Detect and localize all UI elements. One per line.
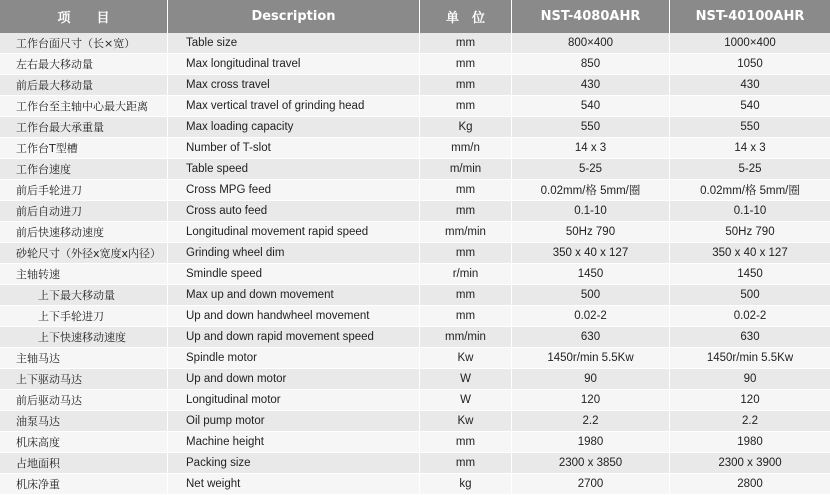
cell-description: Max longitudinal travel [168, 54, 420, 74]
cell-model-b-value: 500 [670, 285, 830, 305]
cell-model-a-value: 50Hz 790 [512, 222, 670, 242]
cell-item-cn: 工作台面尺寸（长×宽） [0, 33, 168, 53]
cell-item-cn: 主轴转速 [0, 264, 168, 284]
cell-unit: mm/min [420, 327, 512, 347]
cell-model-a-value: 0.1-10 [512, 201, 670, 221]
cell-description: Up and down handwheel movement [168, 306, 420, 326]
cell-item-cn: 左右最大移动量 [0, 54, 168, 74]
header-item: 项 目 [0, 0, 168, 33]
table-row [0, 369, 830, 390]
cell-model-a-value: 430 [512, 75, 670, 95]
table-row [0, 222, 830, 243]
cell-item-cn: 占地面积 [0, 453, 168, 473]
cell-item-cn: 机床高度 [0, 432, 168, 452]
header-description: Description [168, 0, 420, 33]
header-model-a: NST-4080AHR [512, 0, 670, 33]
cell-model-a-value: 630 [512, 327, 670, 347]
table-row [0, 348, 830, 369]
cell-description: Longitudinal movement rapid speed [168, 222, 420, 242]
table-header [0, 0, 830, 33]
header-model-b: NST-40100AHR [670, 0, 830, 33]
cell-model-a-value: 1980 [512, 432, 670, 452]
cell-item-cn: 上下手轮进刀 [0, 306, 168, 326]
cell-description: Up and down motor [168, 369, 420, 389]
table-body [0, 33, 830, 495]
cell-model-b-value: 5-25 [670, 159, 830, 179]
cell-model-a-value: 0.02-2 [512, 306, 670, 326]
cell-unit: mm [420, 432, 512, 452]
table-row [0, 159, 830, 180]
cell-model-b-value: 90 [670, 369, 830, 389]
cell-unit: kg [420, 474, 512, 494]
cell-unit: mm [420, 453, 512, 473]
cell-description: Packing size [168, 453, 420, 473]
cell-item-cn: 工作台速度 [0, 159, 168, 179]
cell-unit: W [420, 369, 512, 389]
cell-description: Up and down rapid movement speed [168, 327, 420, 347]
cell-model-b-value: 1450r/min 5.5Kw [670, 348, 830, 368]
cell-model-b-value: 2300 x 3900 [670, 453, 830, 473]
cell-item-cn: 工作台T型槽 [0, 138, 168, 158]
cell-unit: Kw [420, 411, 512, 431]
table-row [0, 411, 830, 432]
cell-model-a-value: 120 [512, 390, 670, 410]
table-row [0, 453, 830, 474]
cell-model-b-value: 0.02-2 [670, 306, 830, 326]
cell-unit: mm/n [420, 138, 512, 158]
cell-item-cn: 前后自动进刀 [0, 201, 168, 221]
table-row [0, 75, 830, 96]
cell-description: Table speed [168, 159, 420, 179]
cell-model-a-value: 850 [512, 54, 670, 74]
cell-unit: mm [420, 306, 512, 326]
table-row [0, 327, 830, 348]
cell-description: Cross auto feed [168, 201, 420, 221]
cell-unit: mm [420, 54, 512, 74]
cell-item-cn: 工作台最大承重量 [0, 117, 168, 137]
cell-description: Max loading capacity [168, 117, 420, 137]
table-row [0, 33, 830, 54]
cell-model-a-value: 540 [512, 96, 670, 116]
cell-item-cn: 油泵马达 [0, 411, 168, 431]
header-unit: 单 位 [420, 0, 512, 33]
cell-model-b-value: 350 x 40 x 127 [670, 243, 830, 263]
cell-description: Machine height [168, 432, 420, 452]
cell-model-b-value: 50Hz 790 [670, 222, 830, 242]
cell-description: Net weight [168, 474, 420, 494]
cell-item-cn: 上下最大移动量 [0, 285, 168, 305]
cell-item-cn: 前后驱动马达 [0, 390, 168, 410]
cell-item-cn: 前后最大移动量 [0, 75, 168, 95]
cell-model-a-value: 350 x 40 x 127 [512, 243, 670, 263]
cell-item-cn: 机床净重 [0, 474, 168, 494]
cell-model-b-value: 2.2 [670, 411, 830, 431]
cell-model-a-value: 500 [512, 285, 670, 305]
cell-unit: mm [420, 201, 512, 221]
cell-model-a-value: 2.2 [512, 411, 670, 431]
cell-description: Max vertical travel of grinding head [168, 96, 420, 116]
cell-description: Smindle speed [168, 264, 420, 284]
cell-model-a-value: 2700 [512, 474, 670, 494]
cell-model-b-value: 1450 [670, 264, 830, 284]
cell-description: Max cross travel [168, 75, 420, 95]
cell-description: Max up and down movement [168, 285, 420, 305]
cell-model-b-value: 1980 [670, 432, 830, 452]
cell-item-cn: 上下驱动马达 [0, 369, 168, 389]
cell-description: Table size [168, 33, 420, 53]
cell-model-a-value: 90 [512, 369, 670, 389]
cell-model-a-value: 14 x 3 [512, 138, 670, 158]
cell-model-a-value: 5-25 [512, 159, 670, 179]
table-row [0, 54, 830, 75]
cell-model-b-value: 1050 [670, 54, 830, 74]
cell-model-a-value: 800×400 [512, 33, 670, 53]
table-row [0, 243, 830, 264]
cell-description: Longitudinal motor [168, 390, 420, 410]
table-row [0, 390, 830, 411]
cell-model-b-value: 430 [670, 75, 830, 95]
cell-model-b-value: 1000×400 [670, 33, 830, 53]
table-row [0, 117, 830, 138]
cell-description: Spindle motor [168, 348, 420, 368]
table-row [0, 180, 830, 201]
table-row [0, 201, 830, 222]
cell-model-b-value: 0.02mm/格 5mm/圈 [670, 180, 830, 200]
cell-model-b-value: 550 [670, 117, 830, 137]
cell-unit: mm [420, 96, 512, 116]
cell-unit: mm [420, 33, 512, 53]
cell-model-a-value: 550 [512, 117, 670, 137]
cell-description: Grinding wheel dim [168, 243, 420, 263]
cell-model-a-value: 1450r/min 5.5Kw [512, 348, 670, 368]
cell-unit: W [420, 390, 512, 410]
cell-model-a-value: 0.02mm/格 5mm/圈 [512, 180, 670, 200]
cell-unit: mm [420, 285, 512, 305]
cell-description: Cross MPG feed [168, 180, 420, 200]
cell-model-b-value: 2800 [670, 474, 830, 494]
cell-model-b-value: 120 [670, 390, 830, 410]
cell-item-cn: 前后手轮进刀 [0, 180, 168, 200]
cell-unit: r/min [420, 264, 512, 284]
cell-unit: Kw [420, 348, 512, 368]
cell-item-cn: 工作台至主轴中心最大距离 [0, 96, 168, 116]
cell-model-b-value: 630 [670, 327, 830, 347]
cell-model-b-value: 0.1-10 [670, 201, 830, 221]
cell-item-cn: 主轴马达 [0, 348, 168, 368]
cell-unit: mm [420, 243, 512, 263]
cell-unit: m/min [420, 159, 512, 179]
cell-unit: Kg [420, 117, 512, 137]
table-row [0, 264, 830, 285]
cell-item-cn: 上下快速移动速度 [0, 327, 168, 347]
cell-item-cn: 前后快速移动速度 [0, 222, 168, 242]
cell-model-b-value: 14 x 3 [670, 138, 830, 158]
cell-model-a-value: 1450 [512, 264, 670, 284]
cell-unit: mm [420, 180, 512, 200]
cell-item-cn: 砂轮尺寸（外径x宽度x内径） [0, 243, 168, 263]
table-row [0, 285, 830, 306]
cell-unit: mm [420, 75, 512, 95]
cell-description: Number of T-slot [168, 138, 420, 158]
table-row [0, 306, 830, 327]
table-row [0, 138, 830, 159]
cell-unit: mm/min [420, 222, 512, 242]
table-row [0, 96, 830, 117]
table-row [0, 432, 830, 453]
cell-description: Oil pump motor [168, 411, 420, 431]
cell-model-a-value: 2300 x 3850 [512, 453, 670, 473]
cell-model-b-value: 540 [670, 96, 830, 116]
